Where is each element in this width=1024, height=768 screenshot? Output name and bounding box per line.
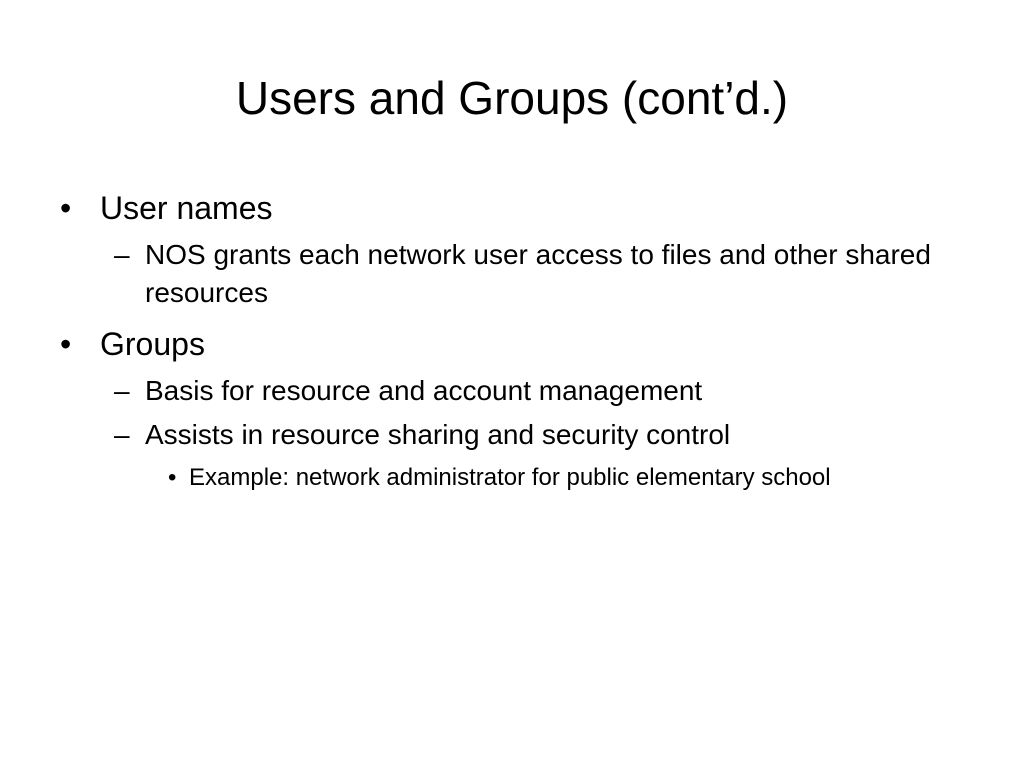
sub-sub-bullet-text: Example: network administrator for public elementary school xyxy=(189,464,831,491)
sub-bullet-basis xyxy=(56,372,956,410)
slide-title: Users and Groups (cont’d.) xyxy=(235,72,789,124)
dash-marker: – xyxy=(114,239,130,270)
slide-body xyxy=(56,186,956,496)
sub-bullet-text: Basis for resource and account management xyxy=(145,375,703,406)
bullet-text: User names xyxy=(100,190,273,226)
sub-bullet-text: Assists in resource sharing and security control xyxy=(145,419,731,450)
bullet-user-names xyxy=(56,186,956,230)
bullet-marker: • xyxy=(60,326,72,362)
bullet-marker: • xyxy=(168,464,177,491)
sub-bullet-nos-grants xyxy=(56,236,956,312)
sub-sub-bullet-example xyxy=(56,460,956,496)
bullet-marker: • xyxy=(60,190,72,226)
bullet-text: Groups xyxy=(100,326,205,362)
dash-marker: – xyxy=(114,375,130,406)
dash-marker: – xyxy=(114,419,130,450)
bullet-groups xyxy=(56,322,956,366)
sub-bullet-assists xyxy=(56,416,956,454)
sub-bullet-text: NOS grants each network user access to files and other shared resources xyxy=(145,239,931,308)
